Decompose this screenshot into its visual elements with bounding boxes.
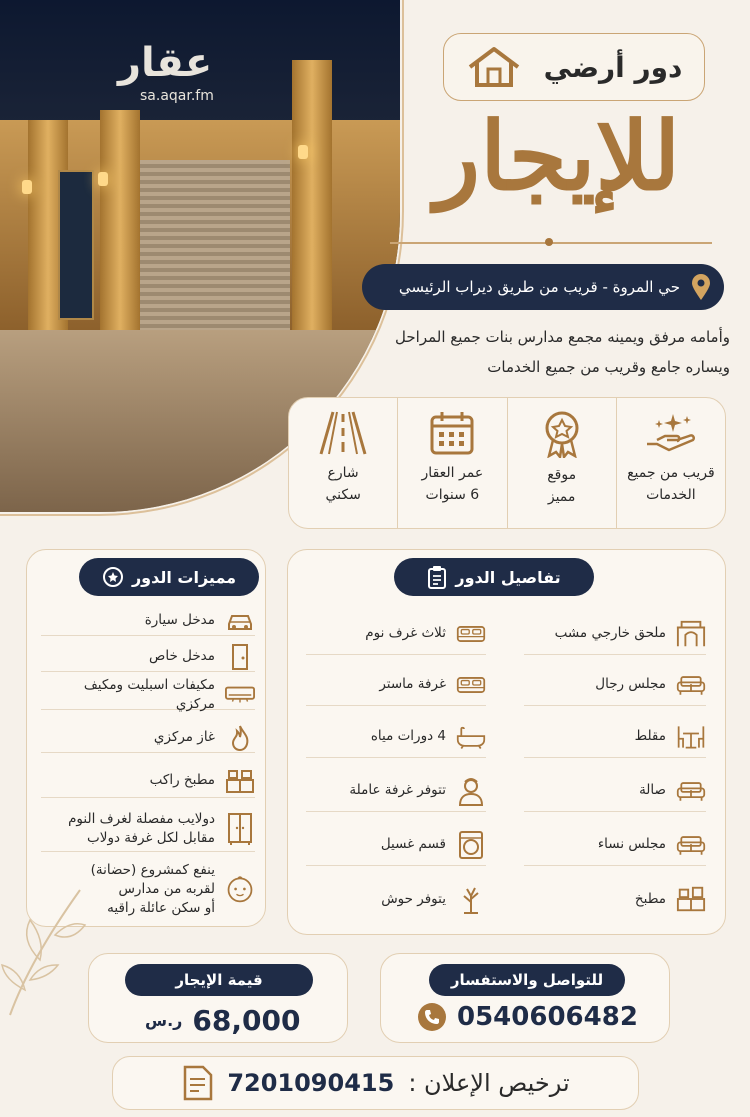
- feature-row: دولايب مفصلة لغرف النوم مقابل لكل غرفة دولاب: [41, 806, 255, 852]
- feature-row: ينفع كمشروع (حضانة) لقربه من مدارس أو سكن عائلة راقيه: [41, 856, 255, 922]
- house-icon: [466, 45, 522, 89]
- brand-logo: عقار: [118, 40, 213, 86]
- highlights-strip: [288, 397, 726, 529]
- detail-row: ملحق خارجي مشب: [524, 613, 706, 655]
- contact-title: للتواصل والاستفسار: [429, 964, 625, 996]
- property-type: دور أرضي: [543, 50, 683, 84]
- highlight-label: شارع سكني: [325, 465, 361, 503]
- car-icon: [225, 606, 255, 636]
- hand-sparkle-icon: [643, 410, 699, 456]
- door-icon: [225, 642, 255, 672]
- property-type-box: [443, 33, 705, 101]
- leaf-ornament-icon: [0, 880, 90, 1020]
- kitchen-icon: [676, 884, 706, 914]
- feature-row: غاز مركزي: [41, 723, 255, 753]
- license-bar: [112, 1056, 639, 1110]
- price-title: قيمة الإيجار: [125, 964, 313, 996]
- detail-row: مجلس نساء: [524, 824, 706, 866]
- fireplace-icon: [676, 619, 706, 649]
- detail-row: ثلاث غرف نوم: [306, 613, 486, 655]
- medal-icon: [541, 410, 583, 458]
- sofa-icon: [676, 670, 706, 700]
- bathtub-icon: [456, 722, 486, 752]
- contact-box: [380, 953, 670, 1043]
- license-label: ترخيص الإعلان :: [408, 1069, 570, 1097]
- detail-row: صالة: [524, 770, 706, 812]
- phone-icon: [417, 1002, 447, 1032]
- document-icon: [181, 1065, 213, 1101]
- feature-row: مدخل سيارة: [41, 606, 255, 636]
- detail-row: مقلط: [524, 716, 706, 758]
- ac-icon: [225, 680, 255, 710]
- road-icon: [317, 410, 369, 456]
- sofa-icon: [676, 776, 706, 806]
- details-panel: [287, 549, 726, 935]
- tree-icon: [456, 884, 486, 914]
- dining-icon: [676, 722, 706, 752]
- features-panel: [26, 549, 266, 927]
- description: [345, 322, 730, 382]
- wardrobe-icon: [225, 814, 255, 844]
- location-pin-icon: [690, 273, 712, 301]
- bed-icon: [456, 619, 486, 649]
- calendar-icon: [429, 410, 475, 456]
- price-box: [88, 953, 348, 1043]
- location-text: حي المروة - قريب من طريق ديراب الرئيسي: [398, 278, 680, 296]
- description-line: ويساره جامع وقريب من جميع الخدمات: [487, 358, 730, 376]
- highlight-label: موقع مميز: [547, 467, 577, 505]
- baby-icon: [225, 874, 255, 904]
- garage-door: [140, 160, 290, 330]
- highlight-item: [289, 398, 398, 528]
- detail-row: مجلس رجال: [524, 664, 706, 706]
- license-number: 7201090415: [227, 1069, 395, 1097]
- feature-row: مدخل خاص: [41, 642, 255, 672]
- bed-icon: [456, 670, 486, 700]
- description-line: وأمامه مرفق ويمينه مجمع مدارس بنات جميع المراحل: [395, 328, 730, 346]
- contact-phone-row[interactable]: [417, 1002, 638, 1032]
- sofa-icon: [676, 830, 706, 860]
- kitchen-icon: [225, 766, 255, 796]
- price-value: ر.س 68,000: [145, 1004, 301, 1037]
- details-title: تفاصيل الدور: [394, 558, 594, 596]
- currency-symbol: ر.س: [145, 1011, 183, 1030]
- gate: [58, 170, 94, 320]
- brand-site: sa.aqar.fm: [140, 88, 214, 104]
- maid-icon: [456, 776, 486, 806]
- detail-row: تتوفر غرفة عاملة: [306, 770, 486, 812]
- detail-row: غرفة ماستر: [306, 664, 486, 706]
- detail-row: مطبخ: [524, 878, 706, 920]
- clipboard-icon: [427, 565, 447, 589]
- page-title: للإيجار: [434, 102, 681, 212]
- detail-row: يتوفر حوش: [306, 878, 486, 920]
- highlight-item: [398, 398, 507, 528]
- features-title: مميزات الدور: [79, 558, 259, 596]
- detail-row: 4 دورات مياه: [306, 716, 486, 758]
- badge-star-icon: [102, 566, 124, 588]
- feature-row: مكيفات اسبليت ومكيف مركزي: [41, 680, 255, 710]
- title-divider: [390, 242, 712, 244]
- highlight-label: عمر العقار 6 سنوات: [421, 465, 484, 503]
- contact-phone[interactable]: 0540606482: [457, 1002, 638, 1032]
- flame-icon: [225, 723, 255, 753]
- feature-row: مطبخ راكب: [41, 764, 255, 798]
- detail-row: قسم غسيل: [306, 824, 486, 866]
- highlight-item: [508, 398, 617, 528]
- location-bar: [362, 264, 724, 310]
- highlight-item: [617, 398, 725, 528]
- highlight-label: قريب من جميع الخدمات: [627, 465, 715, 503]
- washer-icon: [456, 830, 486, 860]
